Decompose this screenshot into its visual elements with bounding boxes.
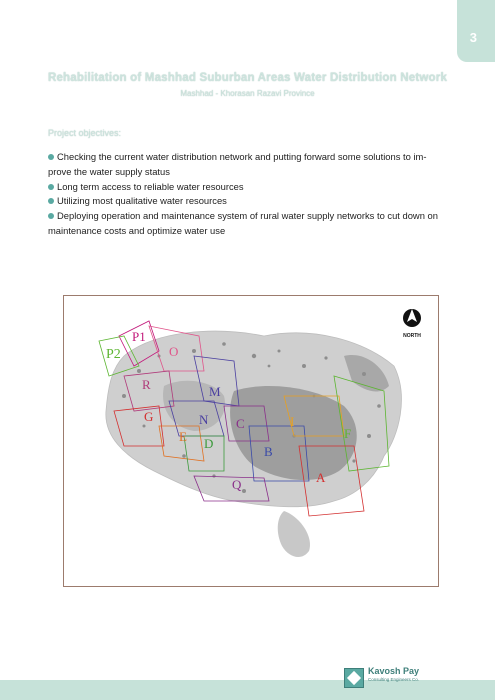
page-title: Rehabilitation of Mashhad Suburban Areas Water Distribution Network (47, 72, 448, 84)
bullet-icon (48, 154, 54, 160)
objectives-list (48, 150, 468, 239)
zone-label: C (236, 416, 245, 431)
zone-label: P1 (132, 329, 146, 344)
page-number: 3 (469, 30, 477, 45)
zone-label: Q (232, 477, 242, 492)
zone-label: M (209, 384, 221, 399)
zone-label: F (344, 426, 352, 441)
bullet-icon (48, 213, 54, 219)
zone-label: G (144, 409, 154, 424)
company-logo (344, 664, 474, 692)
zone-label: R (142, 377, 151, 392)
objective-text: prove the water supply status (48, 165, 170, 177)
network-map (63, 295, 439, 587)
objectives-heading: Project objectives: (48, 128, 122, 138)
north-label: NORTH (403, 333, 421, 339)
objective-item (48, 194, 468, 209)
objective-text: maintenance costs and optimize water use (48, 224, 226, 236)
objective-item (48, 180, 468, 195)
zone-label: I (290, 414, 295, 429)
zone-label: P2 (106, 347, 121, 362)
objective-text: Long term access to reliable water resources (57, 180, 244, 192)
objective-text: Deploying operation and maintenance system of rural water supply networks to cut down on (57, 210, 438, 222)
zone-label: N (199, 412, 209, 427)
objective-text: Checking the current water distribution network and putting forward some solutions to im- (57, 151, 427, 162)
zone-label: D (204, 436, 214, 451)
zone-label: A (316, 470, 326, 485)
bullet-icon (48, 198, 54, 204)
urban-area (106, 331, 402, 557)
north-arrow-icon (403, 309, 421, 339)
company-name: Kavosh Pay (368, 666, 420, 676)
objective-text: Utilizing most qualitative water resources (57, 195, 227, 207)
zone-label: O (169, 344, 179, 359)
zone-label: B (264, 444, 273, 459)
zone-label: E (179, 429, 187, 444)
objective-item-continuation (48, 165, 468, 180)
logo-icon (344, 668, 364, 688)
bullet-icon (48, 184, 54, 190)
map-svg (64, 296, 438, 586)
objective-item (48, 150, 468, 165)
page-subtitle: Mashhad - Khorasan Razavi Province (180, 89, 315, 98)
objective-item-continuation (48, 224, 468, 239)
objective-item (48, 209, 468, 224)
company-subtitle: Consulting Engineers Co. (368, 677, 420, 682)
